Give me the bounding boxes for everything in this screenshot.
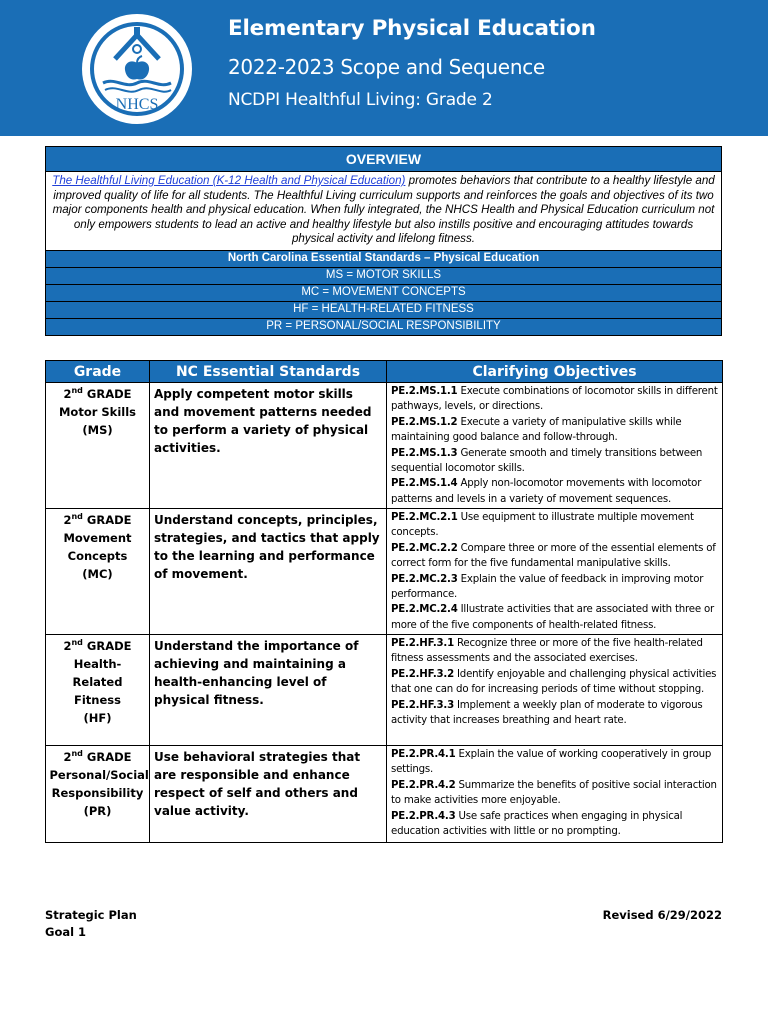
grade-label: GRADE — [82, 513, 132, 527]
grade-label: GRADE — [82, 750, 132, 764]
objective: PE.2.PR.4.1 Explain the value of working cooperatively in group settings. — [391, 749, 712, 776]
footer-strategic-plan: Strategic Plan — [45, 908, 137, 922]
code-hf: HF = HEALTH-RELATED FITNESS — [46, 301, 722, 318]
objective: PE.2.MC.2.1 Use equipment to illustrate multiple movement concepts. — [391, 512, 694, 539]
column-header-standards: NC Essential Standards — [150, 361, 387, 383]
page-header — [0, 0, 768, 136]
essential-standard: Use behavioral strategies that are responsible and enhance respect of self and others and value activity. — [150, 746, 387, 843]
essential-standard: Apply competent motor skills and movement patterns needed to perform a variety of physical activities. — [150, 383, 387, 509]
grade-cell — [46, 746, 150, 843]
standards-title: North Carolina Essential Standards – Physical Education — [46, 250, 722, 267]
grade-name: Movement Concepts — [63, 531, 132, 563]
grade-number: 2 — [63, 639, 72, 653]
footer-goal: Goal 1 — [45, 925, 87, 939]
grade-name: Motor Skills — [58, 405, 137, 419]
grade-code: (HF) — [83, 711, 112, 725]
objective: PE.2.MC.2.3 Explain the value of feedback in improving motor performance. — [391, 573, 704, 601]
clarifying-objectives — [387, 509, 723, 635]
overview-text — [46, 172, 722, 251]
footer-left — [45, 907, 137, 941]
objective: PE.2.PR.4.2 Summarize the benefits of positive social interaction to make activities more enjoyable. — [391, 779, 717, 807]
table-row — [46, 635, 723, 746]
grade-code: (MC) — [82, 567, 113, 581]
grade-number: 2 — [63, 387, 72, 401]
grade-suffix: nd — [71, 638, 83, 648]
objective: PE.2.HF.3.3 Implement a weekly plan of moderate to vigorous activity that increases breathing and heart rate. — [391, 699, 703, 727]
table-row — [46, 746, 723, 843]
grade-cell — [46, 383, 150, 509]
clarifying-objectives — [387, 383, 723, 509]
code-mc: MC = MOVEMENT CONCEPTS — [46, 284, 722, 301]
grade-code: (MS) — [82, 423, 113, 437]
healthful-living-link[interactable]: The Healthful Living Education (K-12 Health and Physical Education) — [52, 174, 406, 187]
standards-table — [45, 360, 723, 843]
grade-suffix: nd — [71, 512, 83, 522]
page-subtitle: 2022-2023 Scope and Sequence — [228, 55, 545, 79]
objective: PE.2.HF.3.1 Recognize three or more of the five health-related fitness assessments and the associated exercises. — [391, 638, 703, 665]
grade-name: Health-Related Fitness — [72, 657, 123, 707]
clarifying-objectives — [387, 746, 723, 843]
grade-number: 2 — [63, 513, 72, 527]
grade-suffix: nd — [71, 749, 83, 759]
objective: PE.2.MS.1.3 Generate smooth and timely transitions between sequential locomotor skills. — [391, 447, 703, 475]
overview-table — [45, 146, 722, 336]
standards-header-row — [46, 361, 723, 383]
grade-label: GRADE — [82, 639, 132, 653]
column-header-grade: Grade — [46, 361, 150, 383]
essential-standard: Understand concepts, principles, strategies, and tactics that apply to the learning and performance of movement. — [150, 509, 387, 635]
column-header-objectives: Clarifying Objectives — [387, 361, 723, 383]
objective: PE.2.MC.2.4 Illustrate activities that are associated with three or more of the five components of health-related fitness. — [391, 604, 714, 631]
grade-suffix: nd — [71, 386, 83, 396]
grade-name: Personal/Social Responsibility — [49, 768, 149, 800]
grade-code: (PR) — [83, 804, 112, 818]
clarifying-objectives — [387, 635, 723, 746]
footer-revised: Revised 6/29/2022 — [602, 908, 722, 922]
grade-number: 2 — [63, 750, 72, 764]
code-pr: PR = PERSONAL/SOCIAL RESPONSIBILITY — [46, 318, 722, 335]
grade-label: GRADE — [82, 387, 132, 401]
objective: PE.2.HF.3.2 Identify enjoyable and challenging physical activities that one can do for increasing periods of time without stopping. — [391, 668, 717, 696]
table-row — [46, 509, 723, 635]
objective: PE.2.MC.2.2 Compare three or more of the essential elements of correct form for the five fundamental manipulative skills. — [391, 542, 716, 570]
grade-cell — [46, 509, 150, 635]
logo-text: NHCS — [115, 96, 159, 113]
page-title: Elementary Physical Education — [228, 16, 596, 41]
objective: PE.2.MS.1.1 Execute combinations of locomotor skills in different pathways, levels, or directions. — [391, 386, 718, 413]
objective: PE.2.MS.1.4 Apply non-locomotor movements with locomotor patterns and levels in a variety of movement sequences. — [391, 478, 702, 505]
page-subtitle-grade: NCDPI Healthful Living: Grade 2 — [228, 90, 493, 110]
grade-cell — [46, 635, 150, 746]
objective: PE.2.MS.1.2 Execute a variety of manipulative skills while maintaining good balance and follow-through. — [391, 416, 682, 444]
nhcs-logo — [81, 13, 193, 125]
overview-body: promotes behaviors that contribute to a healthy lifestyle and improved quality of life for all students. The Healthful Living curriculum supports and reinforces the goals and objectives of its two major components health and physical education. When fully integrated, the NHCS Health and Physical Education curriculum not only empowers students to lead an active and healthy lifestyle but also instills positive and encouraging attitudes towards physical activity and lifelong fitness. — [52, 174, 715, 246]
table-row — [46, 383, 723, 509]
code-ms: MS = MOTOR SKILLS — [46, 267, 722, 284]
essential-standard: Understand the importance of achieving and maintaining a health-enhancing level of physical fitness. — [150, 635, 387, 746]
objective: PE.2.PR.4.3 Use safe practices when engaging in physical education activities with little or no prompting. — [391, 810, 683, 838]
overview-heading: OVERVIEW — [46, 147, 722, 172]
